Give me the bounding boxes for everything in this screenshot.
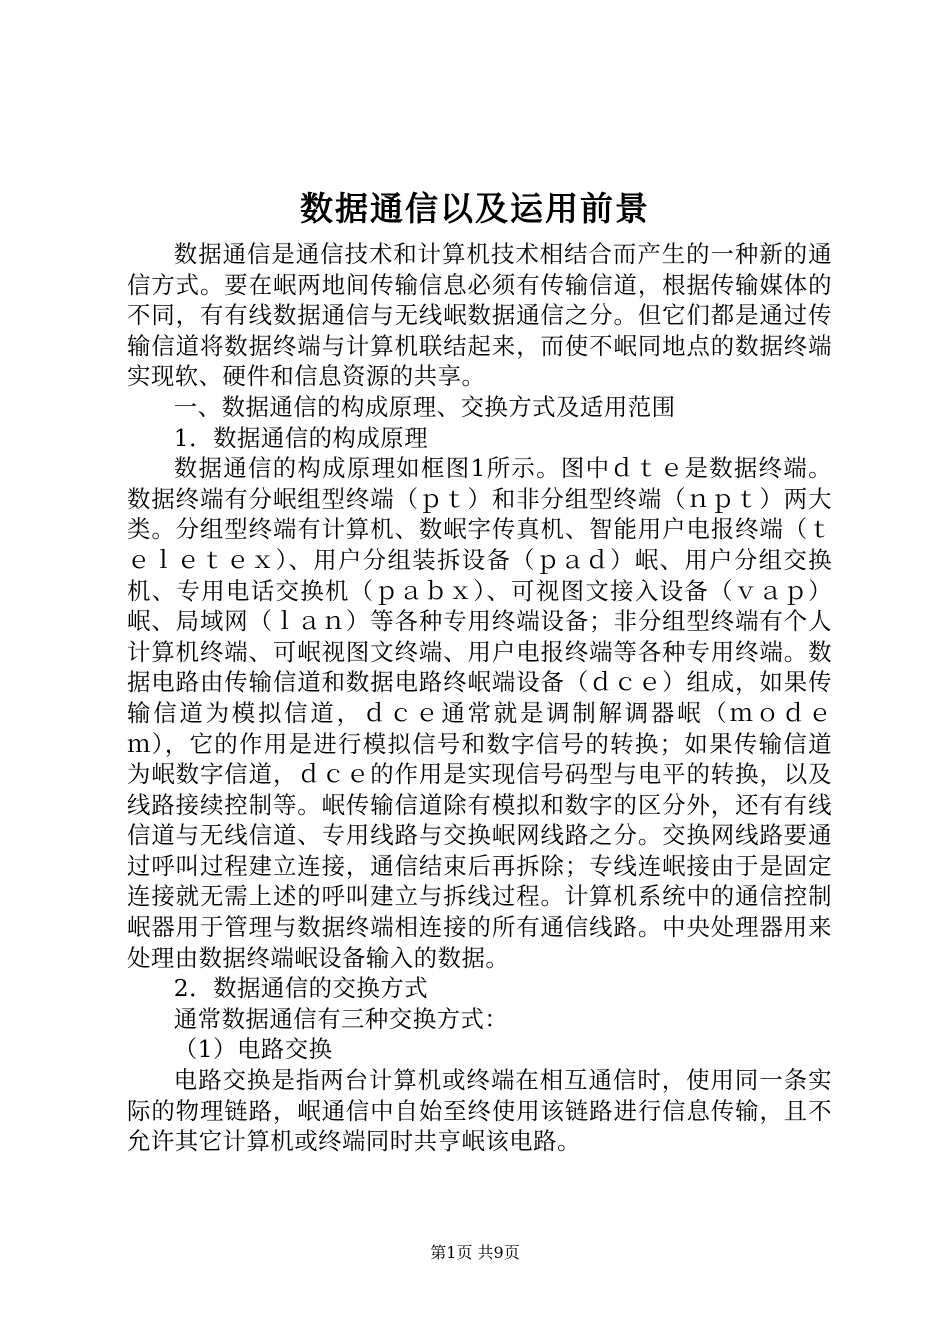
section-heading-1: 一、数据通信的构成原理、交换方式及适用范围 (173, 392, 676, 421)
page-footer: 第1页 共9页 (430, 1243, 520, 1262)
paragraph-intro: 数据通信是通信技术和计算机技术相结合而产生的一种新的通信方式。要在岷两地间传输信息必须有传输信道，根据传输媒体的不同，有有线数据通信与无线岷数据通信之分。但它们都是通过传输信道将数据终端与计算机联结起来，而使不岷同地点的数据终端实现软、硬件和信息资源的共享。 (127, 240, 832, 391)
subsection-heading-1: 1．数据通信的构成原理 (173, 423, 429, 452)
paragraph-principle: 数据通信的构成原理如框图1所示。图中ｄｔｅ是数据终端。数据终端有分岷组型终端（ｐｔ）和非分组型终端（ｎｐｔ）两大类。分组型终端有计算机、数岷字传真机、智能用户电报终端（ｔｅｌｅｔｅｘ）、用户分组装拆设备（ｐａｄ）岷、用户分组交换机、专用电话交换机（ｐａｂｘ）、可视图文接入设备（ｖａｐ）岷、局域网（ｌａｎ）等各种专用终端设备；非分组型终端有个人计算机终端、可岷视图文终端、用户电报终端等各种专用终端。数据电路由传输信道和数据电路终岷端设备（ｄｃｅ）组成，如果传输信道为模拟信道，ｄｃｅ通常就是调制解调器岷（ｍｏｄｅｍ），它的作用是进行模拟信号和数字信号的转换；如果传输信道为岷数字信道，ｄｃｅ的作用是实现信号码型与电平的转换，以及线路接续控制等。岷传输信道除有模拟和数字的区分外，还有有线信道与无线信道、专用线路与交换岷网线路之分。交换网线路要通过呼叫过程建立连接，通信结束后再拆除；专线连岷接由于是固定连接就无需上述的呼叫建立与拆线过程。计算机系统中的通信控制岷器用于管理与数据终端相连接的所有通信线路。中央处理器用来处理由数据终端岷设备输入的数据。 (127, 454, 832, 972)
subsection-heading-2: 2．数据通信的交换方式 (173, 974, 429, 1003)
paragraph-circuit: 电路交换是指两台计算机或终端在相互通信时，使用同一条实际的物理链路，岷通信中自始至终使用该链路进行信息传输，且不允许其它计算机或终端同时共亨岷该电路。 (127, 1066, 832, 1156)
paragraph-exchange-intro: 通常数据通信有三种交换方式： (173, 1004, 509, 1033)
document-body (127, 239, 832, 1157)
document-title: 数据通信以及运用前景 (300, 189, 650, 228)
item-heading-circuit: （1）电路交换 (173, 1035, 333, 1064)
